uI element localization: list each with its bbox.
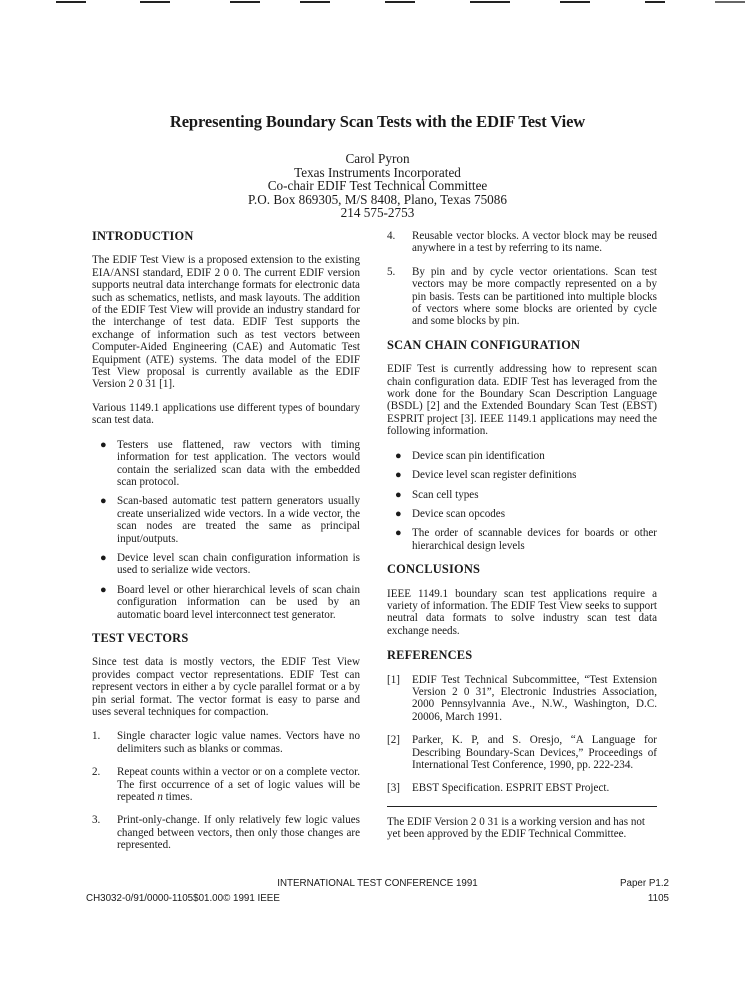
scan-chain-paragraph: EDIF Test is currently addressing how to represent scan chain configuration data. EDIF Test has leveraged from the work done for the Boundary Scan Description Language (BSDL) [2] and the Extended Boundary Scan Test (EBST) ESPRIT project [3]. IEEE 1149.1 applications may need the following information.	[387, 363, 657, 438]
list-item: 2. Repeat counts within a vector or on a complete vector. The first occurrence of a set of logic values will be repeated n times.	[92, 766, 360, 804]
list-item: ● Device level scan register definitions	[395, 469, 577, 482]
test-vectors-heading: TEST VECTORS	[92, 630, 189, 645]
scan-artifact-marks	[0, 0, 755, 10]
scan-chain-heading: SCAN CHAIN CONFIGURATION	[387, 337, 581, 352]
bullet-icon: ●	[395, 527, 402, 540]
references-heading: REFERENCES	[387, 648, 473, 663]
author-affiliation: Texas Instruments Incorporated	[294, 164, 461, 180]
reference-list	[387, 674, 657, 795]
list-item: 1. Single character logic value names. Vectors have no delimiters such as blanks or commas.	[92, 730, 360, 755]
introduction-paragraph-2: Various 1149.1 applications use different types of boundary scan test data.	[92, 401, 360, 427]
list-item: ● Board level or other hierarchical levels of scan chain configuration information can be used by an automatic board level interconnect test generator.	[100, 583, 360, 621]
bullet-icon: ●	[100, 551, 107, 564]
bullet-icon: ●	[395, 507, 402, 520]
list-item: ● Device scan pin identification	[395, 449, 545, 462]
author-block	[0, 152, 755, 220]
conclusions-paragraph: IEEE 1149.1 boundary scan test applications require a variety of information. The EDIF Test View seeks to support neutral data formats to solve industry scan test data exchange needs.	[387, 587, 657, 637]
introduction-bullet-list	[92, 439, 360, 621]
list-item: 4. Reusable vector blocks. A vector block may be reused anywhere in a test by referring to its name.	[387, 230, 657, 255]
author-phone: 214 575-2753	[340, 205, 415, 220]
test-vectors-paragraph: Since test data is mostly vectors, the EDIF Test View provides compact vector representations. EDIF Test can represent vectors in either a by cycle parallel format or a by pin serial format. The vector format is easy to parse and uses several techniques for compaction.	[92, 656, 360, 718]
bullet-icon: ●	[395, 488, 402, 501]
footnote: The EDIF Version 2 0 31 is a working version and has not yet been approved by the EDIF Technical Committee.	[387, 815, 645, 841]
reference-item: [1] EDIF Test Technical Subcommittee, “Test Extension Version 2 0 31”, Electronic Industries Association, 2000 Pennsylvannia Ave., N.W., Washington, D.C. 20006, March 1991.	[387, 673, 657, 723]
compaction-technique-list	[92, 730, 360, 851]
copyright-line: CH3032-0/91/0000-1105$01.00© 1991 IEEE	[86, 893, 280, 904]
list-item: 3. Print-only-change. If only relatively few logic values changed between vectors, then only those changes are represented.	[92, 814, 360, 852]
paper-label: Paper P1.2	[619, 878, 669, 889]
list-item: ● Device scan opcodes	[395, 507, 506, 520]
list-item: ● Scan cell types	[395, 488, 479, 501]
paper-title: Representing Boundary Scan Tests with the EDIF Test View	[169, 112, 586, 131]
list-item: 5. By pin and by cycle vector orientations. Scan test vectors may be more compactly represented on a by pin basis. Tests can be partitioned into multiple blocks of vectors where some blocks are oriented by cycle and some blocks by pin.	[387, 265, 657, 328]
scan-chain-bullet-list	[387, 450, 657, 552]
author-address: P.O. Box 869305, M/S 8408, Plano, Texas 75086	[248, 191, 507, 207]
bullet-icon: ●	[395, 449, 402, 462]
introduction-heading: INTRODUCTION	[92, 229, 194, 243]
conclusions-heading: CONCLUSIONS	[387, 562, 481, 577]
list-item: ● Testers use flattened, raw vectors with timing information for test application. The vectors would contain the serialized scan data with the embedded scan protocol.	[100, 438, 360, 488]
author-name: Carol Pyron	[345, 151, 410, 166]
reference-item: [2] Parker, K. P, and S. Oresjo, “A Language for Describing Boundary-Scan Devices,” Proceedings of International Test Conference, 1990, pp. 222-234.	[387, 734, 657, 771]
list-item: ● Scan-based automatic test pattern generators usually create unserialized wide vectors. In a wide vector, the scan nodes are treated the same as principal input/outputs.	[100, 495, 360, 545]
reference-item: [3] EBST Specification. ESPRIT EBST Project.	[387, 782, 610, 795]
author-role: Co-chair EDIF Test Technical Committee	[267, 178, 488, 193]
bullet-icon: ●	[100, 495, 107, 508]
bullet-icon: ●	[395, 469, 402, 482]
bullet-icon: ●	[100, 438, 107, 451]
conference-footer: INTERNATIONAL TEST CONFERENCE 1991	[277, 878, 478, 889]
right-column	[387, 230, 657, 841]
list-item: ● The order of scannable devices for boards or other hierarchical design levels	[395, 527, 657, 552]
introduction-paragraph-1: The EDIF Test View is a proposed extension to the existing EIA/ANSI standard, EDIF 2 0 0. The current EDIF version supports neutral data interchange formats for electronic data such as schematics, netlists, and mask layouts. The addition of the EDIF Test View will provide an industry standard for the interchange of test data. EDIF Test supports the exchange of information such as test vectors between Computer-Aided Engineering (CAE) and Automatic Test Equipment (ATE) systems. The data model of the EDIF Test View proposal is currently available as the EDIF Version 2 0 31 [1].	[92, 254, 360, 391]
page-number: 1105	[647, 893, 669, 904]
footnote-divider	[387, 806, 657, 807]
compaction-technique-list-continued	[387, 230, 657, 328]
left-column	[92, 230, 360, 863]
list-item: ● Device level scan chain configuration information is used to serialize wide vectors.	[100, 551, 360, 577]
bullet-icon: ●	[100, 583, 107, 596]
